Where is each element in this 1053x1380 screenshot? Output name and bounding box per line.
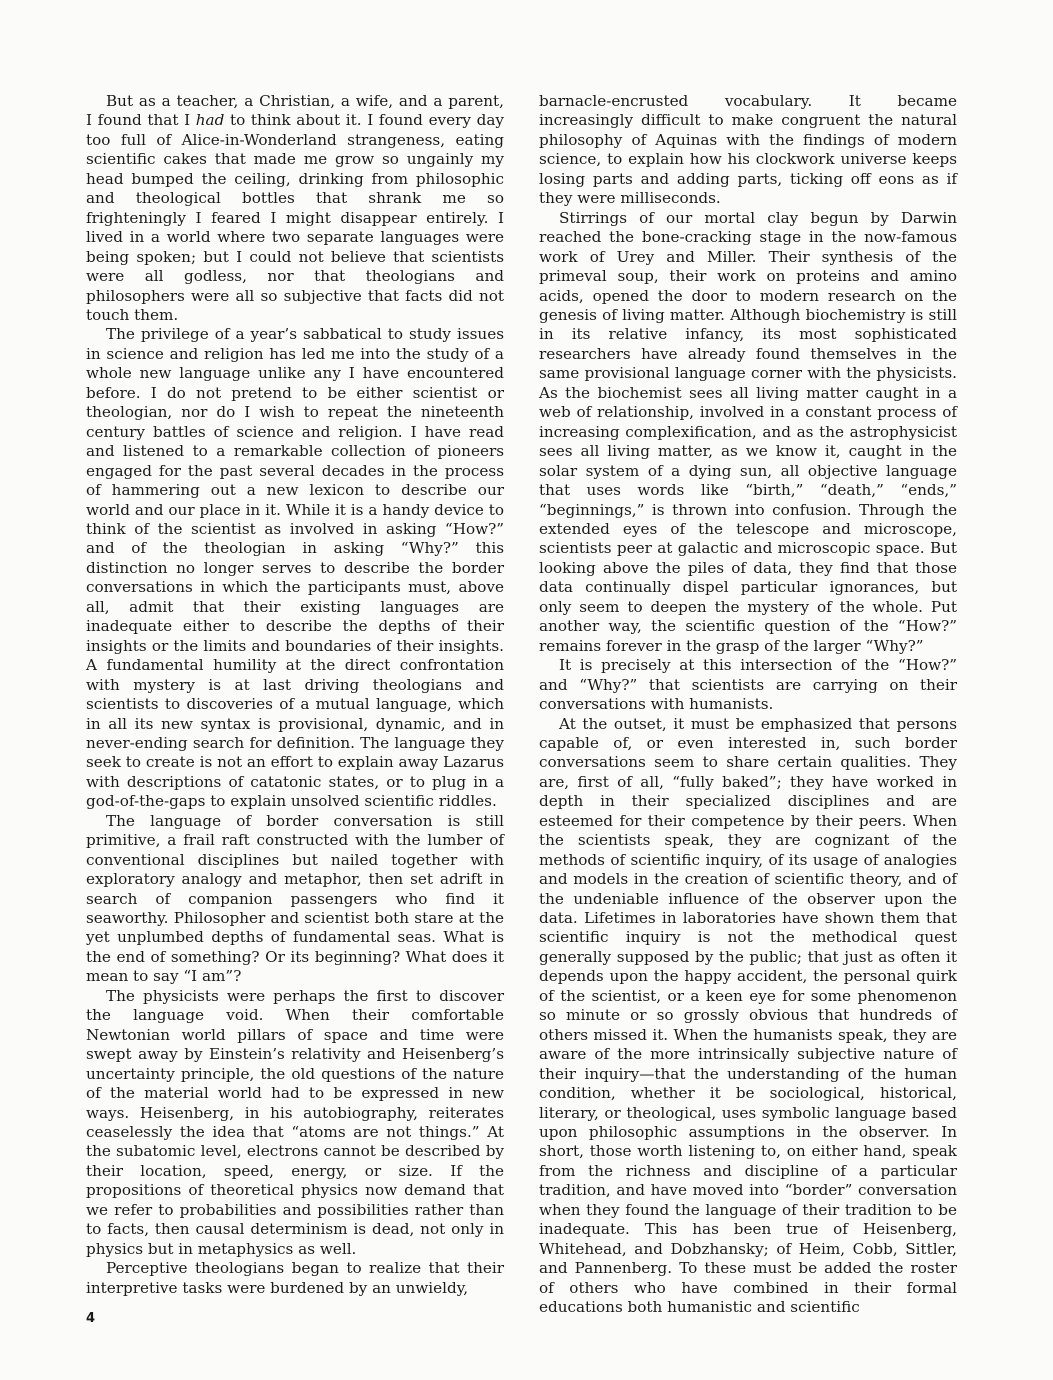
paragraph: The physicists were perhaps the first to discover the language void. When their comfortable Newtonian world pillars of space and time were swept away by Einstein’s relativity and Heisenberg’s uncertainty principle, the old questions of the nature of the material world had to be expressed in new ways. Heisenberg, in his autobiography, reiterates ceaselessly the idea that “atoms are not things.” At the subatomic level, electrons cannot be described by their location, speed, energy, or size. If the propositions of theoretical physics now demand that we refer to probabilities and possibilities rather than to facts, then causal determinism is dead, not only in physics but in metaphysics as well. bbox=[86, 986, 504, 1258]
paragraph: The language of border conversation is still primitive, a frail raft constructed with the lumber of conventional disciplines but nailed together with exploratory analogy and metaphor, then set adrift in search of companion passengers who find it seaworthy. Philosopher and scientist both stare at the yet unplumbed depths of fundamental seas. What is the end of something? Or its beginning? What does it mean to say “I am”? bbox=[86, 811, 504, 986]
emphasis: had bbox=[195, 111, 225, 130]
paragraph: At the outset, it must be emphasized that persons capable of, or even interested in, such border conversations seem to share certain qualities. They are, first of all, “fully baked”; they have worked in depth in their specialized disciplines and are esteemed for their competence by their peers. When the scientists speak, they are cognizant of the methods of scientific inquiry, of its usage of analogies and models in the creation of scientific theory, and of the undeniable influence of the observer upon the data. Lifetimes in laboratories have shown them that scientific inquiry is not the methodical quest generally supposed by the public; that just as often it depends upon the happy accident, the personal quirk of the scientist, or a keen eye for some phenomenon so minute or so grossly obvious that hundreds of others missed it. When the humanists speak, they are aware of the more intrinsically subjective nature of their inquiry—that the understanding of the human condition, whether it be sociological, historical, literary, or theological, uses symbolic language based upon philosophic assumptions in the observer. In short, those worth listening to, on either hand, speak from the richness and discipline of a particular tradition, and have moved into “border” conversation when they found the language of their tradition to be inadequate. This has been true of Heisenberg, Whitehead, and Dobzhansky; of Heim, Cobb, Sittler, and Pannenberg. To these must be added the roster of others who have combined in their formal educations both humanistic and scientific bbox=[539, 714, 957, 1317]
page-number: 4 bbox=[86, 1311, 96, 1326]
paragraph: But as a teacher, a Christian, a wife, and a parent, I found that I had to think about it. I found every day too full of Alice-in-Wonderland strangeness, eating scientific cakes that made me grow so ungainly my head bumped the ceiling, drinking from philosophic and theological bottles that shrank me so frighteningly I feared I might disappear entirely. I lived in a world where two separate languages were being spoken; but I could not believe that scientists were all godless, nor that theologians and philosophers were all so subjective that facts did not touch them. bbox=[86, 92, 504, 324]
right-column bbox=[539, 92, 957, 1318]
left-column bbox=[86, 92, 504, 1298]
paragraph: Stirrings of our mortal clay begun by Darwin reached the bone-cracking stage in the now-famous work of Urey and Miller. Their synthesis of the primeval soup, their work on proteins and amino acids, opened the door to modern research on the genesis of living matter. Although biochemistry is still in its relative infancy, its most sophisticated researchers have already found themselves in the same provisional language corner with the physicists. As the biochemist sees all living matter caught in a web of relationship, involved in a constant process of increasing complexification, and as the astrophysicist sees all living matter, as we know it, caught in the solar system of a dying sun, all objective language that uses words like “birth,” “death,” “ends,” “beginnings,” is thrown into confusion. Through the extended eyes of the telescope and microscope, scientists peer at galactic and microscopic space. But looking above the piles of data, they find that those data continually dispel particular ignorances, but only seem to deepen the mystery of the whole. Put another way, the scientific question of the “How?” remains forever in the grasp of the larger “Why?” bbox=[539, 208, 957, 655]
paragraph: It is precisely at this intersection of the “How?” and “Why?” that scientists are carrying on their conversations with humanists. bbox=[539, 656, 957, 714]
paragraph-continued: barnacle-encrusted vocabulary. It became increasingly difficult to make congruent the natural philosophy of Aquinas with the findings of modern science, to explain how his clockwork universe keeps losing parts and adding parts, ticking off eons as if they were milliseconds. bbox=[539, 92, 957, 208]
paragraph: Perceptive theologians began to realize that their interpretive tasks were burdened by an unwieldy, bbox=[86, 1259, 504, 1297]
paragraph: The privilege of a year’s sabbatical to study issues in science and religion has led me into the study of a whole new language unlike any I have encountered before. I do not pretend to be either scientist or theologian, nor do I wish to repeat the nineteenth century battles of science and religion. I have read and listened to a remarkable collection of pioneers engaged for the past several decades in the process of hammering out a new lexicon to describe our world and our place in it. While it is a handy device to think of the scientist as involved in asking “How?” and of the theologian in asking “Why?” this distinction no longer serves to describe the border conversations in which the participants must, above all, admit that their existing languages are inadequate either to describe the depths of their insights or the limits and boundaries of their insights. A fundamental humility at the direct confrontation with mystery is at last driving theologians and scientists to discoveries of a mutual language, which in all its new syntax is provisional, dynamic, and in never-ending search for definition. The language they seek to create is not an effort to explain away Lazarus with descriptions of catatonic states, or to plug in a god-of-the-gaps to explain unsolved scientific riddles. bbox=[86, 325, 504, 811]
